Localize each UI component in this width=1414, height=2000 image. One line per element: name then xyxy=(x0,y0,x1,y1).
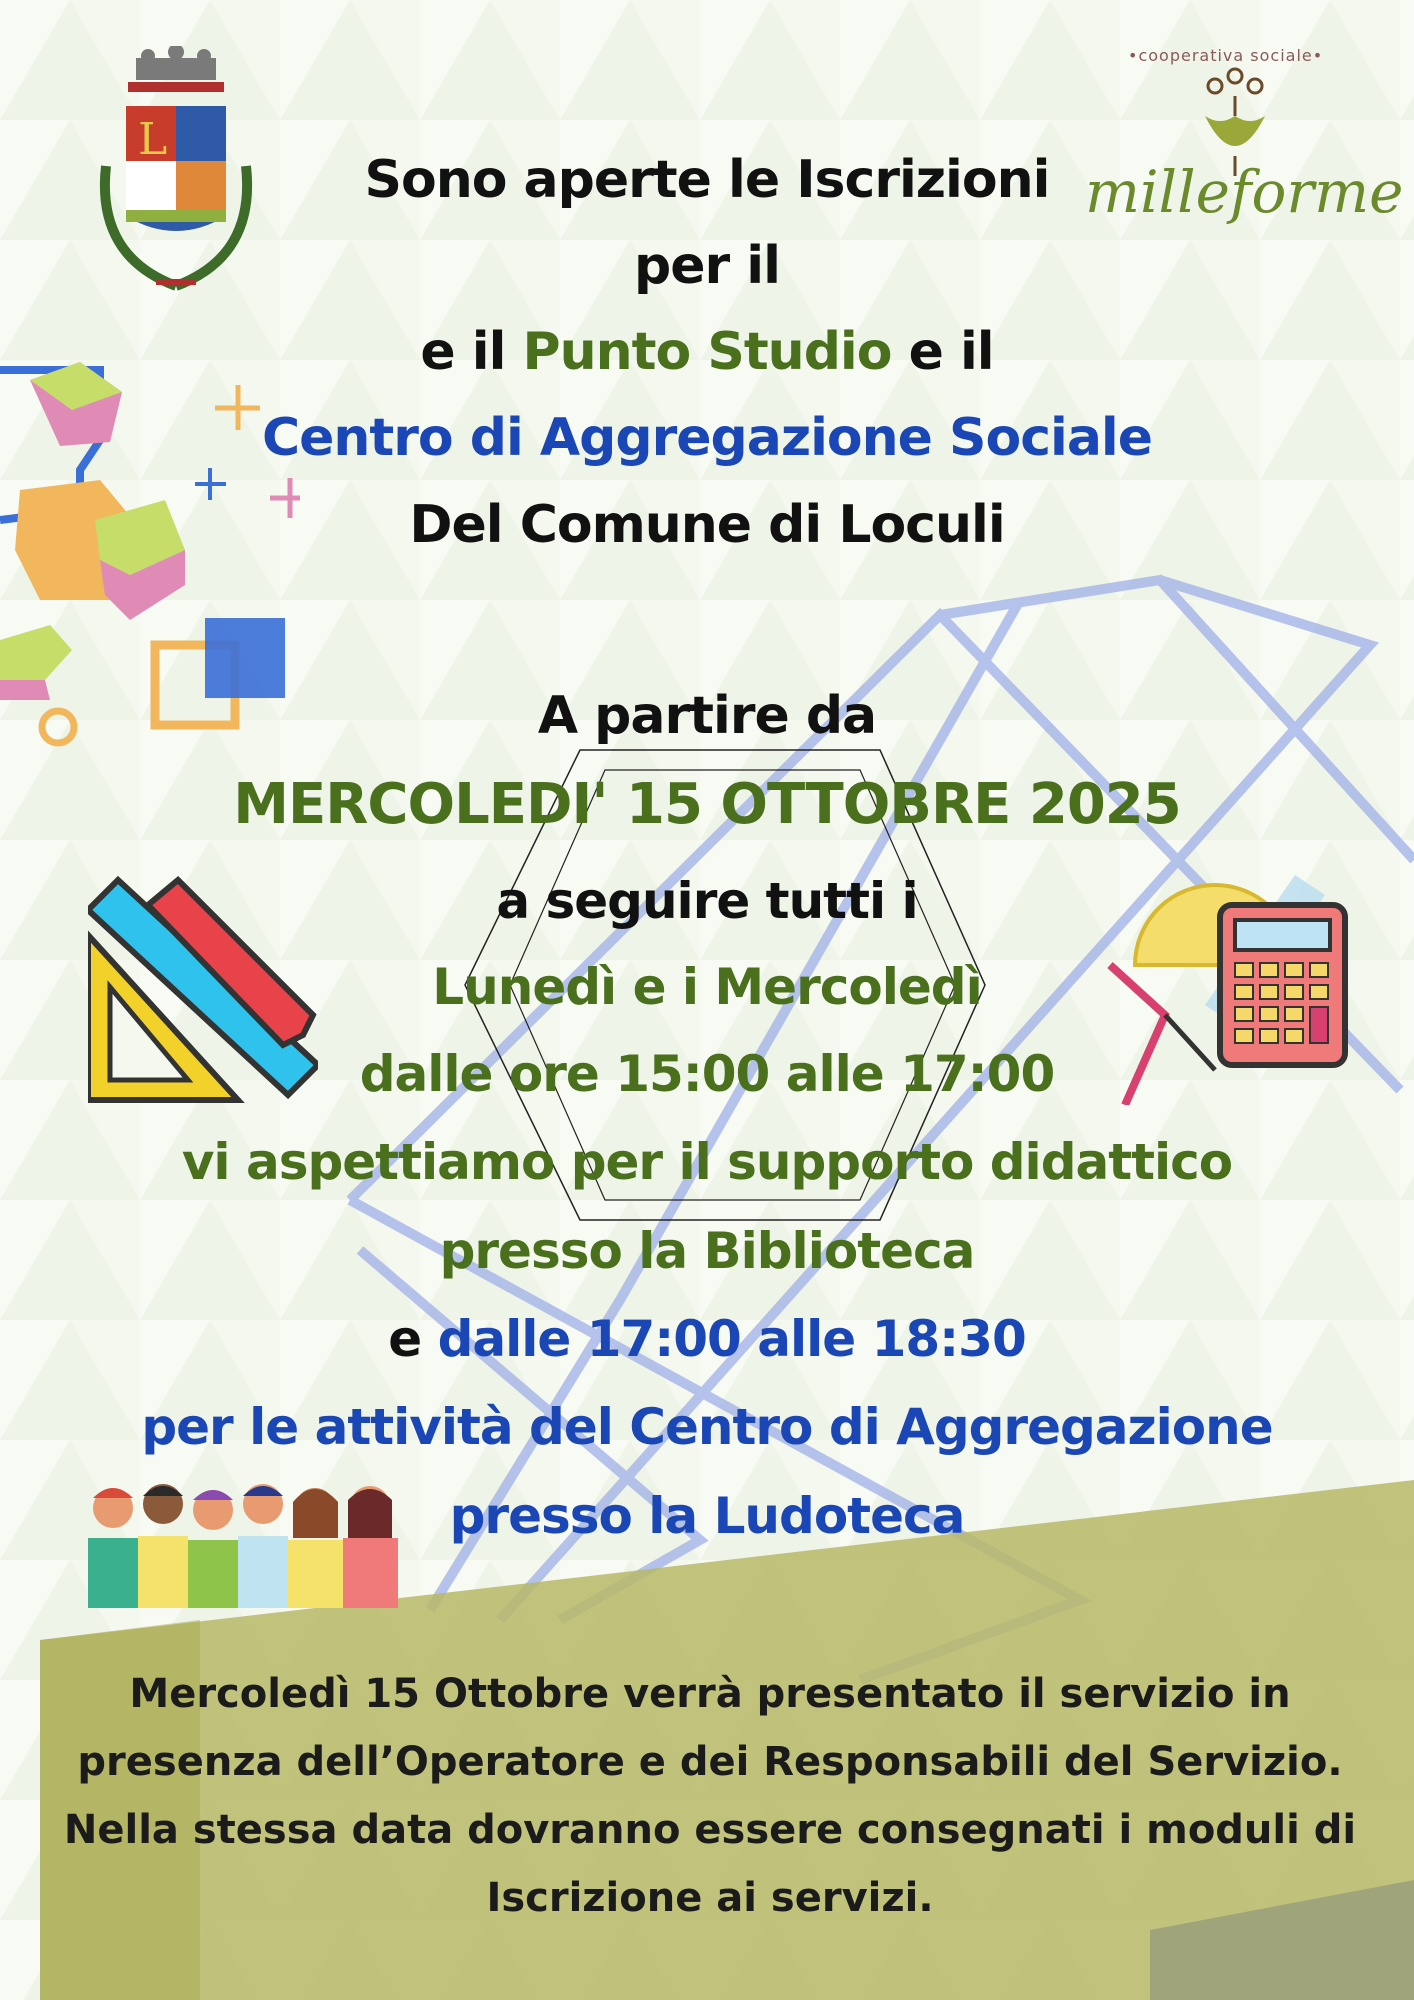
title-line-3-suffix: e il xyxy=(891,322,994,382)
time-2-line xyxy=(0,1310,1414,1368)
place-2: presso la Ludoteca xyxy=(449,1487,965,1545)
days: Lunedì e i Mercoledì xyxy=(432,958,982,1016)
logo-tagline: •cooperativa sociale• xyxy=(1128,46,1324,65)
time-1: dalle ore 15:00 alle 17:00 xyxy=(359,1045,1055,1103)
follow-label: a seguire tutti i xyxy=(496,872,918,930)
start-label: A partire da xyxy=(537,686,877,746)
svg-text:L: L xyxy=(138,114,168,165)
punto-studio-highlight: Punto Studio xyxy=(522,322,892,382)
notice-text: Mercoledì 15 Ottobre verrà presentato il servizio in presenza dell’Operatore e dei Responsabili del Servizio. Nella stessa data dovranno essere consegnati i moduli di Iscrizione ai servizi. xyxy=(63,1671,1357,1921)
title-line-3 xyxy=(0,322,1414,382)
and-word: e xyxy=(388,1310,438,1368)
title-line-1: Sono aperte le Iscrizioni xyxy=(364,150,1050,210)
place-1: presso la Biblioteca xyxy=(439,1222,975,1280)
title-line-3-prefix: e il xyxy=(420,322,523,382)
start-date: MERCOLEDI' 15 OTTOBRE 2025 xyxy=(233,772,1181,837)
title-line-5: Del Comune di Loculi xyxy=(409,495,1005,555)
logo-name: milleforme xyxy=(1085,158,1404,226)
activity-text: per le attività del Centro di Aggregazione xyxy=(141,1398,1273,1456)
time-2: dalle 17:00 alle 18:30 xyxy=(437,1310,1026,1368)
title-line-2: per il xyxy=(634,236,780,296)
title-line-4: Centro di Aggregazione Sociale xyxy=(261,408,1153,468)
support-text: vi aspettiamo per il supporto didattico xyxy=(181,1133,1233,1191)
